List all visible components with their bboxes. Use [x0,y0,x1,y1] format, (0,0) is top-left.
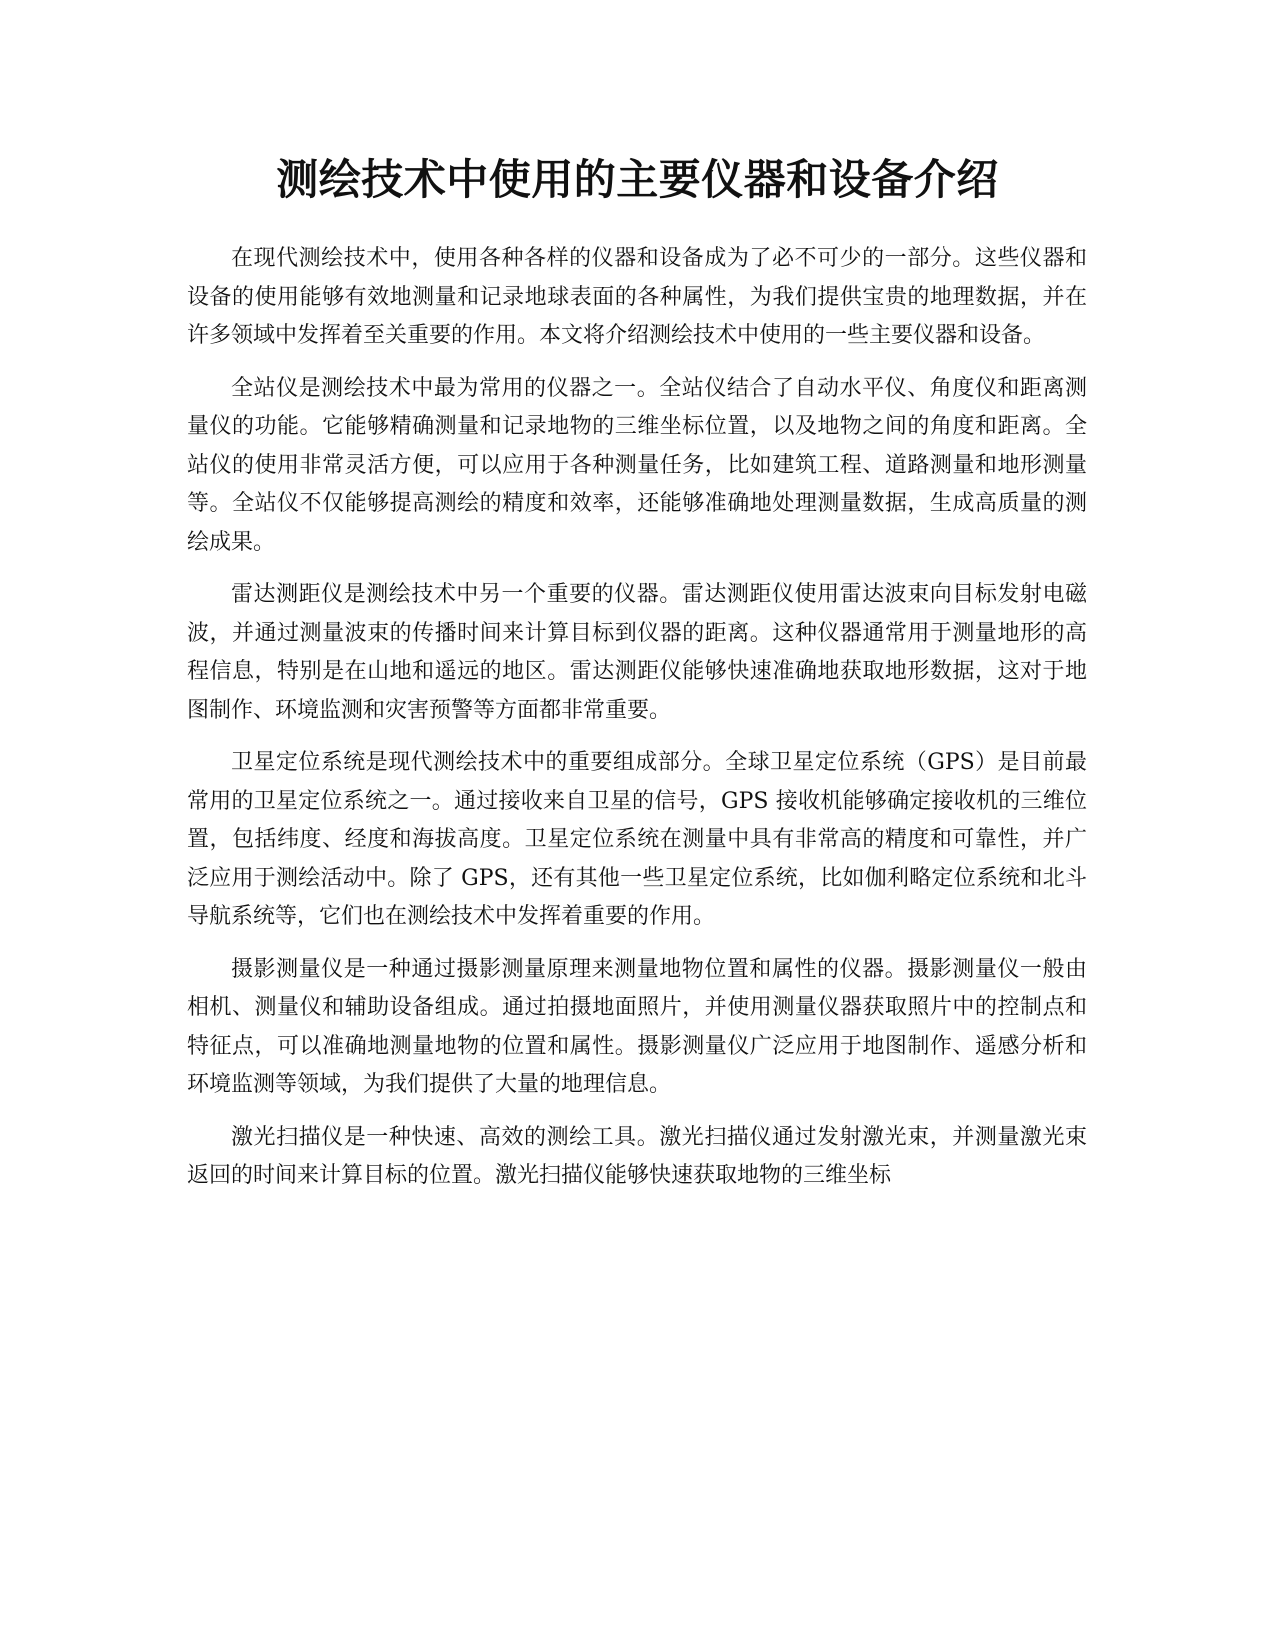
paragraph-total-station: 全站仪是测绘技术中最为常用的仪器之一。全站仪结合了自动水平仪、角度仪和距离测量仪的功能。它能够精确测量和记录地物的三维坐标位置，以及地物之间的角度和距离。全站仪的使用非常灵活方便，可以应用于各种测量任务，比如建筑工程、道路测量和地形测量等。全站仪不仅能够提高测绘的精度和效率，还能够准确地处理测量数据，生成高质量的测绘成果。 [187,375,1087,555]
document-body [187,240,1087,1210]
paragraph-radar-rangefinder: 雷达测距仪是测绘技术中另一个重要的仪器。雷达测距仪使用雷达波束向目标发射电磁波，并通过测量波束的传播时间来计算目标到仪器的距离。这种仪器通常用于测量地形的高程信息，特别是在山地和遥远的地区。雷达测距仪能够快速准确地获取地形数据，这对于地图制作、环境监测和灾害预警等方面都非常重要。 [187,582,1087,723]
paragraph-photogrammetry: 摄影测量仪是一种通过摄影测量原理来测量地物位置和属性的仪器。摄影测量仪一般由相机、测量仪和辅助设备组成。通过拍摄地面照片，并使用测量仪器获取照片中的控制点和特征点，可以准确地测量地物的位置和属性。摄影测量仪广泛应用于地图制作、遥感分析和环境监测等领域，为我们提供了大量的地理信息。 [187,956,1087,1097]
paragraph-intro: 在现代测绘技术中，使用各种各样的仪器和设备成为了必不可少的一部分。这些仪器和设备的使用能够有效地测量和记录地球表面的各种属性，为我们提供宝贵的地理数据，并在许多领域中发挥着至关重要的作用。本文将介绍测绘技术中使用的一些主要仪器和设备。 [187,246,1087,348]
paragraph-laser-scanner: 激光扫描仪是一种快速、高效的测绘工具。激光扫描仪通过发射激光束，并测量激光束返回的时间来计算目标的位置。激光扫描仪能够快速获取地物的三维坐标 [187,1124,1087,1188]
document-title: 测绘技术中使用的主要仪器和设备介绍 [276,155,999,204]
paragraph-satellite-positioning: 卫星定位系统是现代测绘技术中的重要组成部分。全球卫星定位系统（GPS）是目前最常用的卫星定位系统之一。通过接收来自卫星的信号，GPS 接收机能够确定接收机的三维位置，包括纬度、经度和海拔高度。卫星定位系统在测量中具有非常高的精度和可靠性，并广泛应用于测绘活动中。除了 GPS，还有其他一些卫星定位系统，比如伽利略定位系统和北斗导航系统等，它们也在测绘技术中发挥着重要的作用。 [187,750,1087,929]
